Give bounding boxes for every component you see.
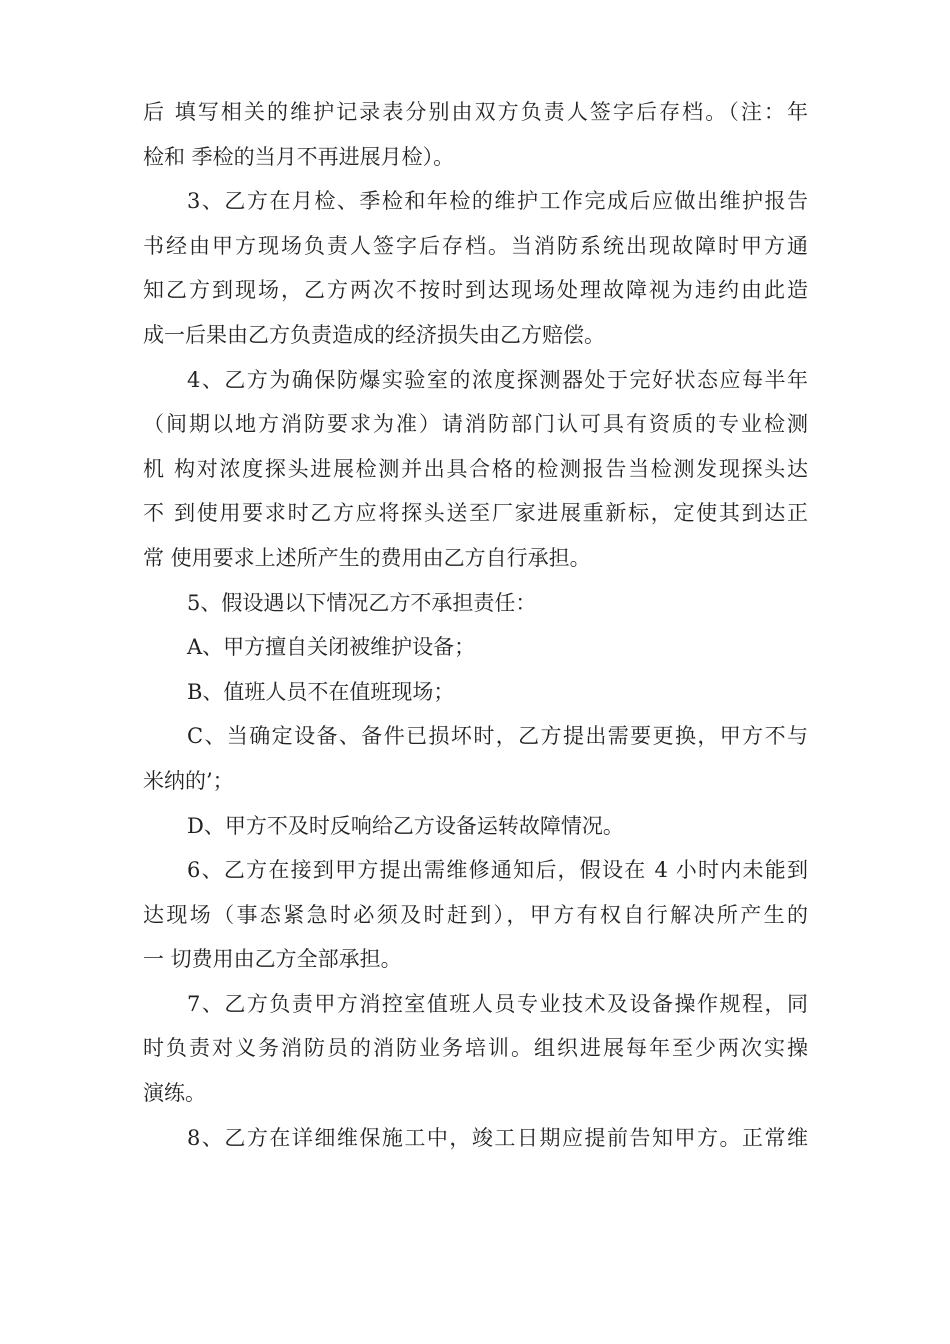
text-line: 演练。 [143, 1081, 206, 1106]
text-line: 常 使用要求上述所产生的费用由乙方自行承担。 [143, 545, 591, 570]
text-line: B、值班人员不在值班现场； [187, 679, 455, 704]
text-line: 4、乙方为确保防爆实验室的浓度探测器处于完好状态应每半年 [187, 367, 808, 392]
text-line: 达现场（事态紧急时必须及时赶到），甲方有权自行解决所产生的 [143, 902, 808, 927]
text-line: 不 到使用要求时乙方应将探头送至厂家进展重新标，定使其到达正 [143, 501, 808, 526]
text-line: 机 构对浓度探头进展检测并出具合格的检测报告当检测发现探头达 [143, 456, 808, 481]
text-line: 后 填写相关的维护记录表分别由双方负责人签字后存档。（注：年 [143, 100, 808, 124]
text-line: 3、乙方在月检、季检和年检的维护工作完成后应做出维护报告 [187, 189, 808, 214]
text-line: A、甲方擅自关闭被维护设备； [187, 635, 476, 660]
text-line: 7、乙方负责甲方消控室值班人员专业技术及设备操作规程，同 [187, 991, 808, 1016]
text-line: 一 切费用由乙方全部承担。 [143, 947, 402, 972]
text-line: （间期以地方消防要求为准）请消防部门认可具有资质的专业检测 [143, 412, 808, 437]
text-line: 6、乙方在接到甲方提出需维修通知后，假设在 4 小时内未能到 [187, 858, 808, 883]
text-line: 8、乙方在详细维保施工中，竣工日期应提前告知甲方。正常维 [187, 1125, 808, 1150]
text-line: 5、假设遇以下情况乙方不承担责任： [187, 590, 537, 615]
text-line: 时负责对义务消防员的消防业务培训。组织进展每年至少两次实操 [143, 1036, 808, 1061]
text-line: 米纳的’； [143, 768, 234, 793]
text-line: 成一后果由乙方负责造成的经济损失由乙方赔偿。 [143, 322, 605, 347]
document-body [143, 90, 808, 1160]
text-line: D、甲方不及时反响给乙方设备运转故障情况。 [187, 813, 624, 838]
text-line: 检和 季检的当月不再进展月检）。 [143, 144, 455, 169]
text-line: 知乙方到现场，乙方两次不按时到达现场处理故障视为违约由此造 [143, 278, 808, 303]
text-line: C、当确定设备、备件已损坏时，乙方提出需要更换，甲方不与 [187, 724, 808, 749]
text-line: 书经由甲方现场负责人签字后存档。当消防系统出现故障时甲方通 [143, 233, 808, 258]
